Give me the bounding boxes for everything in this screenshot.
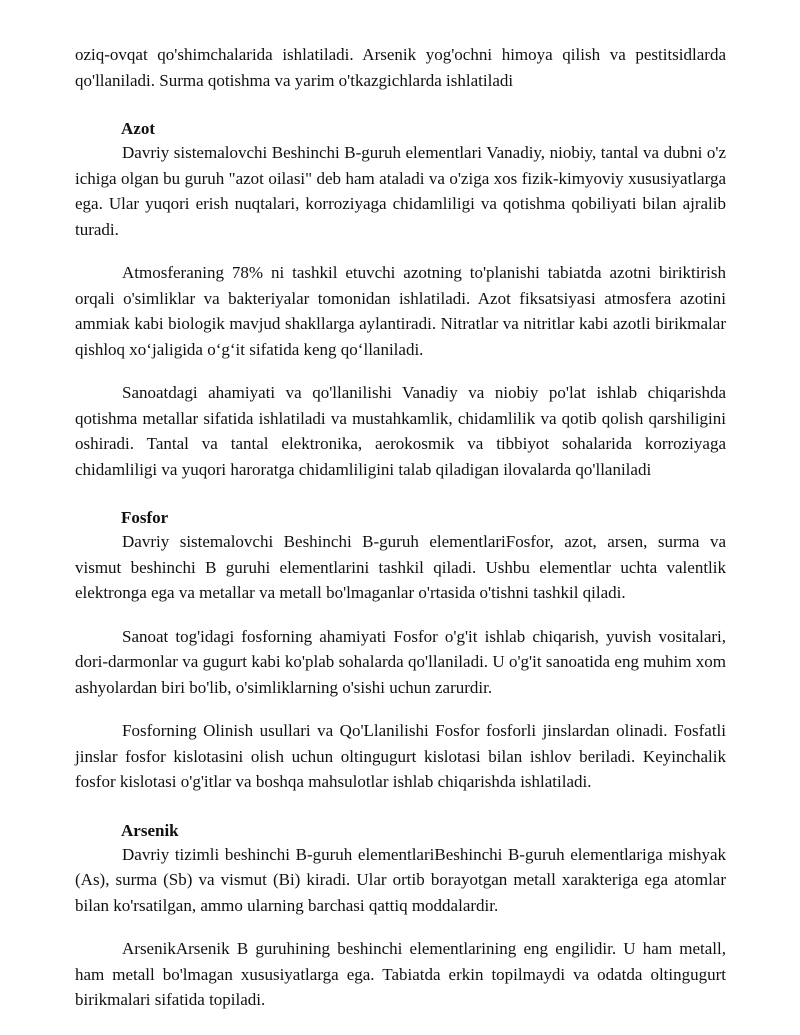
document-page — [75, 42, 726, 1013]
paragraph: Sanoatdagi ahamiyati va qo'llanilishi Vanadiy va niobiy po'lat ishlab chiqarishda qotishma metallar sifatida ishlatiladi va mustahkamlik, chidamlilik va qotib qolish qarshiligini oshiradi. Tantal va tantal elektronika, aerokosmik va tibbiyot sohalarida korroziyaga chidamliligi va yuqori haroratga chidamliligini talab qiladigan ilovalarda qo'llaniladi — [75, 383, 726, 479]
intro-paragraph: oziq-ovqat qo'shimchalarida ishlatiladi. Arsenik yog'ochni himoya qilish va pestitsidlarda qo'llaniladi. Surma qotishma va yarim o'tkazgichlarda ishlatiladi — [75, 45, 726, 90]
section-heading-fosfor: Fosfor — [121, 508, 169, 527]
paragraph: Atmosferaning 78% ni tashkil etuvchi azotning to'planishi tabiatda azotni biriktirish orqali o'simliklar va bakteriyalar tomonidan ishlatiladi. Azot fiksatsiyasi atmosfera azotini ammiak kabi biologik mavjud shakllarga aylantiradi. Nitratlar va nitritlar kabi azotli birikmalar qishloq xo‘jaligida o‘g‘it sifatida keng qo‘llaniladi. — [75, 263, 726, 359]
section-fosfor — [75, 506, 726, 795]
paragraph: Fosforning Olinish usullari va Qo'Llanilishi Fosfor fosforli jinslardan olinadi. Fosfatli jinslar fosfor kislotasini olish uchun oltingugurt kislotasi bilan ishlov beriladi. Keyinchalik fosfor kislotasi o'g'itlar va boshqa mahsulotlar ishlab chiqarishda ishlatiladi. — [75, 721, 726, 791]
section-heading-azot: Azot — [121, 119, 155, 138]
section-heading-arsenik: Arsenik — [121, 820, 179, 840]
section-arsenik — [75, 819, 726, 1013]
paragraph: ArsenikArsenik B guruhining beshinchi elementlarining eng engilidir. U ham metall, ham metall bo'lmagan xususiyatlarga ega. Tabiatda erkin topilmaydi va odatda oltingugurt birikmalari sifatida topiladi. — [75, 939, 726, 1009]
paragraph: Davriy sistemalovchi Beshinchi B-guruh elementlariFosfor, azot, arsen, surma va vismut beshinchi B guruhi elementlarini tashkil qiladi. Ushbu elementlar uchta valentlik elektronga ega va metallar va metall bo'lmaganlar o'rtasida o'tishni tashkil qiladi. — [75, 532, 726, 602]
paragraph: Davriy tizimli beshinchi B-guruh elementlariBeshinchi B-guruh elementlariga mishyak (As), surma (Sb) va vismut (Bi) kiradi. Ular ortib borayotgan metall xarakteriga ega atomlar bilan ko'rsatilgan, ammo ularning barchasi qattiq moddalardir. — [75, 844, 726, 915]
section-azot — [75, 117, 726, 482]
paragraph: Sanoat tog'idagi fosforning ahamiyati Fosfor o'g'it ishlab chiqarish, yuvish vositalari, dori-darmonlar va gugurt kabi ko'plab sohalarda qo'llaniladi. U o'g'it sanoatida eng muhim xom ashyolardan biri bo'lib, o'simliklarning o'sishi uchun zarurdir. — [75, 626, 726, 697]
paragraph: Davriy sistemalovchi Beshinchi B-guruh elementlari Vanadiy, niobiy, tantal va dubni o'z ichiga olgan bu guruh "azot oilasi" deb ham ataladi va o'ziga xos fizik-kimyoviy xususiyatlarga ega. Ular yuqori erish nuqtalari, korroziyaga chidamliligi va qotishma qobiliyati bilan ajralib turadi. — [75, 143, 726, 239]
